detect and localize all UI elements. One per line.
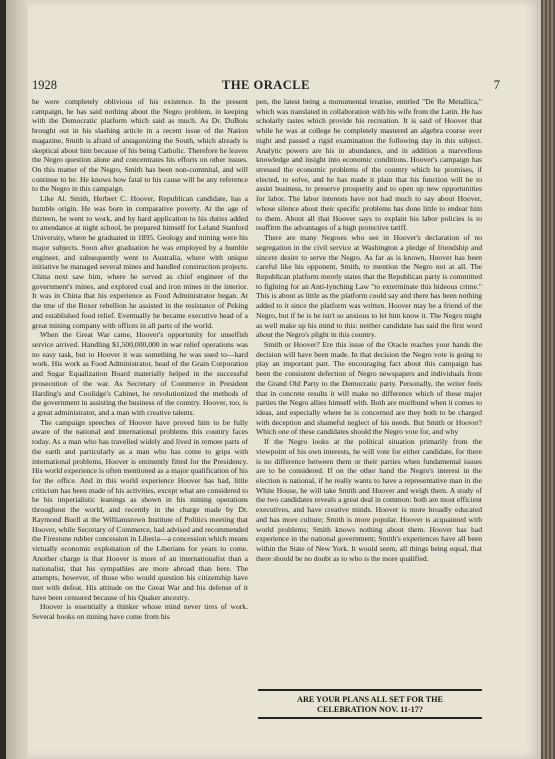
right-column [256,97,482,564]
celebration-notice [258,689,482,719]
paragraph: If the Negro looks at the political situation primarily from the viewpoint of his own interests, he will vote for either candidate, for there is no difference between them or their parties when fundamental issues are to be considered. If on the other hand the Negro's interest in the election is national, if he really wants to have a representative man in the White House, he will take Smith and Hoover and weigh them. A study of the two candidates reveals a great deal in common: both are most efficient executives, and have creative minds. Hoover is more broadly educated and has more culture; Smith is more popular. Hoover is acquainted with world problems; Smith knows nothing about them. Hoover has had experience in the national government; Smith's experiences have all been within the State of New York. It would seem, all things being equal, that there should be no doubt as to who is the more qualified. [256,437,482,563]
notice-line-1: ARE YOUR PLANS ALL SET FOR THE [297,695,443,704]
paragraph: he were completely oblivious of his existence. In the present campaign, he has said nothing about the Negro problem, in keeping with the Democratic platform which said as much. As Dr. DuBois brought out in his slashing article in a recent issue of the Nation magazine, Smith is afraid of antagonizing the South, which already is skeptical about him because of his being Catholic. Therefore he leaves the Negro question alone and concentrates his efforts on other issues. On this matter of the Negro, Smith has been non-commital, and will continue to be. He knows how fatal to his cause will be any reference to the Negro in this campaign. [32,97,248,194]
binding-gutter [6,0,28,759]
paragraph: Hoover is essentially a thinker whose mind never tires of work. Several books on mining have come from his [32,602,248,622]
page-stack-edge [541,0,555,759]
publication-title: THE ORACLE [221,78,310,92]
left-column [32,97,248,622]
header-year: 1928 [32,78,57,92]
page-header [32,78,500,94]
notice-line-2: CELEBRATION NOV. 11-17? [317,705,423,714]
paragraph: pen, the latest being a monumental treatise, entitled "De Re Metallica," which was translated in collaboration with his wife from the Latin. He has scholarly tastes which provide his recreation. It is said of Hoover that while he was at college he completely mastered an algebra course over night and passed a rigid examination the following day in this subject. Analytic powers are his in abundance, and in addition a marvellous knowledge and insight into economic conditions. Hoover's campaign has stressed the economic problems of the country which he promises, if elected, to solve, and he has made it plain that his function will be to assist business, to preserve prosperity and to open up new opportunities for labor. The labor interests have not had much to say about Hoover, whose silence about their specific problems has done little to endear him to them. About all that Hoover says to explain his labor policies is to reaffirm the advantages of a high protective tariff. [256,97,482,233]
paragraph: When the Great War came, Hoover's opportunity for unselfish service arrived. Handling $1,500,000,000 in war relief operations was no easy task, but to Hoover it was something he was used to—hard work. His work as Food Administrator, head of the Grain Corporation and Sugar Equalization Board materially helped in the successful prosecution of the war. As Secretary of Commerce in President Harding's and Coolidge's Cabinet, he revolutionized the methods of the government in assisting the business of the country. Hoover, too, is a great administrator, and a man with creative talents. [32,330,248,417]
page-number: 7 [493,78,500,92]
paragraph: The campaign speeches of Hoover have proved him to be fully aware of the national and international problems this country faces today. As a man who has travelled widely and lived in remote parts of the earth and particularly as a man who has come to grips with international problems, Hoover is eminently fitted for the Presidency. His world experience is often mentioned as a major qualification of his for the office. And in this world experience Hoover has had, little criticism has been made of his activities, except what are considered to be his imperialistic leanings as shown in his mining operations throughout the world, and recently in the charge made by Dr. Raymond Buell at the Williamstown Institute of Politics meeting that Hoover, while Secretary of Commerce, had advised and recommended the Firestone rubber concession in Liberia—a concession which means virtually economic exploitation of the Liberians for years to come. Another charge is that Hoover is more of an internationalist than a nationalist, that his sympathies are more abroad than here. The attempts, however, of those who would question his citizenship have met with defeat. His attitude on the Great War and his defense of it have been censured because of his Quaker ancestry. [32,417,248,602]
paragraph: Smith or Hoover? Ere this issue of the Oracle reaches your hands the decision will have been made. In that decision the Negro vote is going to play an important part. The encouraging fact about this campaign has been the consistent defection of Negro newspapers and individuals from the Grand Old Party to the Democratic party. Personally, the writer feels that in concrete results it will make no difference which of these major parties the Negro allies himself with. Both are moribund when it comes to ideas, and especially where he is concerned are they both to be charged with deception and shameful neglect of his needs. But Smith or Hoover? Which one of these candidates should the Negro vote for, and why [256,339,482,437]
paragraph: There are many Negroes who see in Hoover's declaration of no segregation in the civil service at Washington a pledge of friendship and sincere desire to serve the Negro. As far as is known, Hoover has been careful like his opponent, Smith, to mention the Negro not at all. The Republican platform merely states that the Republican party is committed to fighting for an Anti-lynching Law "to exterminate this hideous crime." This is about as little as the platform could say and there has been nothing added to it since the platform was written. Hoover may be a friend of the Negro, but if he is he isn't so anxious to let him know it. The Negro might as well make up his mind to this: neither candidate has said the first word about the Negro's plight in this country. [256,233,482,340]
paragraph: Like Al. Smith, Herbert C. Hoover, Republican candidate, has a humble origin. He was born in comparative poverty. At the age of thirteen, he went to work, and by hard application to his duties added to attendance at night school, he prepared himself for Leland Stanford University, where he graduated in 1895. Geology and mining were his major subjects. Soon after graduation he was employed by a humble engineer, and subsequently went to Australia, where with unique initiative he managed several mines and handled construction projects. China next saw him, where he served as chief engineer of the government's mines, and explored coal and iron mines in the interior. It was in China that his experience as Food Administrator began. At the tme of the Boxer rebellion he assisted in the resistance of Peking and established food relief. Eventually he became executive head of a great mining company with offices in all parts of the world. [32,194,248,330]
